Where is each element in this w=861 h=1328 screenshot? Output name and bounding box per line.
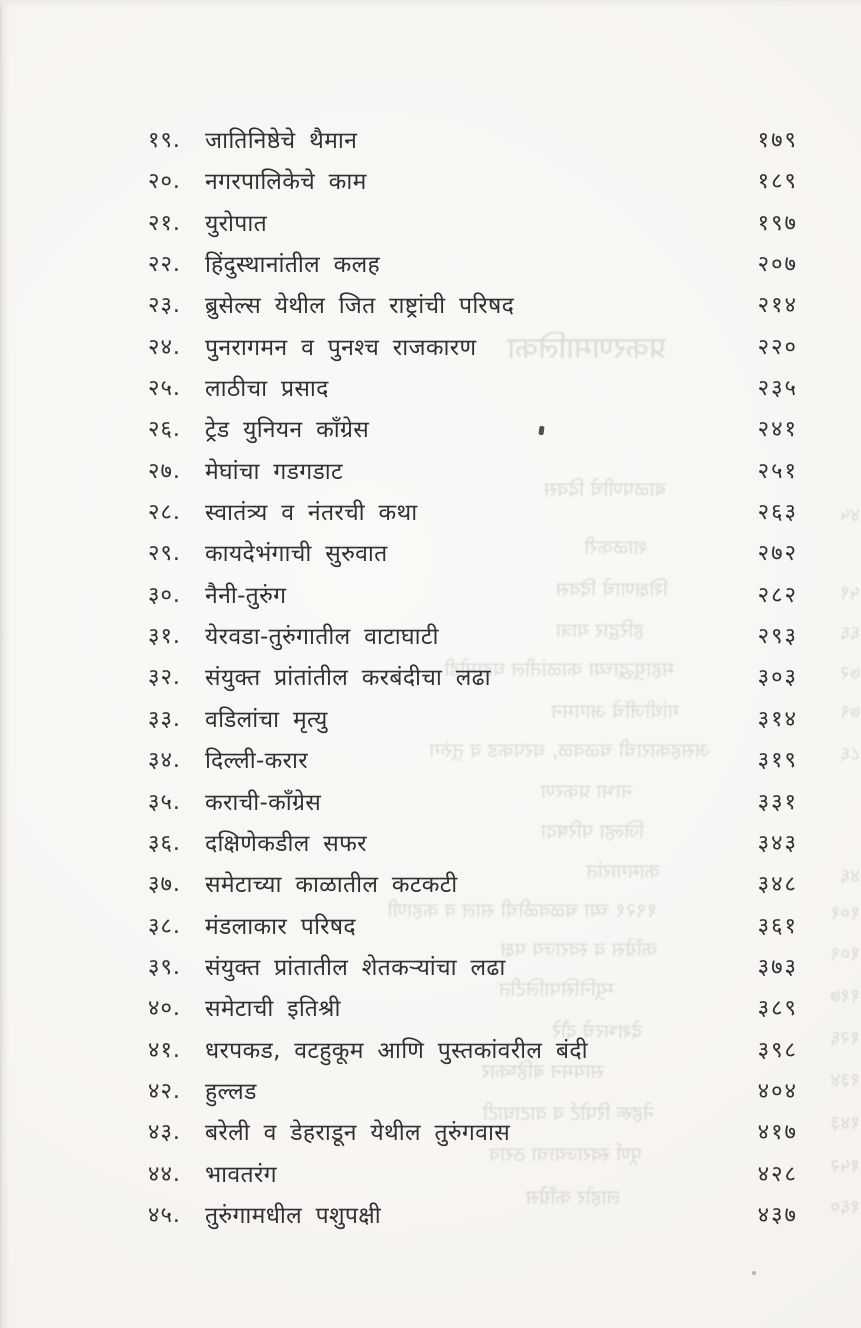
entry-number: ३१. — [148, 624, 181, 650]
entry-title: समेटाची इतिश्री — [205, 996, 341, 1023]
toc-row — [148, 622, 798, 663]
bleedthrough-page-number: ४६ — [840, 866, 860, 887]
bleedthrough-line: लाहोर काँग्रेस — [525, 1186, 620, 1208]
entry-page-number: ४०४ — [757, 1078, 798, 1104]
toc-row — [148, 1160, 798, 1201]
bleedthrough-line: महायुद्धाच्या काळांतील घडामोडी — [444, 658, 674, 680]
entry-page-number: ३४८ — [757, 872, 798, 898]
entry-number: २४. — [148, 334, 181, 360]
entry-number: २७. — [148, 458, 181, 484]
bleedthrough-line: म्युनिसिपालिटीत — [498, 978, 614, 1000]
entry-title: हिंदुस्थानांतील कलह — [205, 252, 380, 279]
bleedthrough-page-number: १३४ — [830, 1070, 860, 1091]
entry-page-number: ३७३ — [757, 954, 798, 980]
toc-row — [148, 1036, 798, 1077]
entry-page-number: ३३१ — [757, 789, 798, 815]
entry-number: ४३. — [148, 1120, 181, 1146]
entry-page-number: २१४ — [757, 293, 798, 319]
bleedthrough-page-number: १४३ — [830, 1113, 860, 1134]
toc-row — [148, 250, 798, 291]
entry-number: ३४. — [148, 748, 181, 774]
entry-title: कराची-काँग्रेस — [205, 789, 322, 816]
entry-number: ४१. — [148, 1037, 181, 1063]
entry-page-number: ३१९ — [757, 748, 798, 774]
entry-number: २५. — [148, 376, 181, 402]
bleedthrough-line: हरिद्वार यात्रा — [555, 619, 644, 641]
bleedthrough-line: जिल्हा परिषदा — [541, 820, 644, 842]
entry-number: २८. — [148, 500, 181, 526]
bleedthrough-line: बाळपणीचे दिवस — [544, 478, 666, 500]
entry-title: नगरपालिकेचे काम — [205, 169, 367, 196]
toc-row — [148, 788, 798, 829]
entry-number: ४०. — [148, 996, 181, 1022]
entry-page-number: २३५ — [757, 376, 798, 402]
toc-row — [148, 333, 798, 374]
entry-page-number: ४२८ — [757, 1161, 798, 1187]
entry-title: पुनरागमन व पुनश्च राजकारण — [205, 334, 477, 361]
toc-row — [148, 167, 798, 208]
toc-row — [148, 1201, 798, 1242]
entry-number: ४४. — [148, 1161, 181, 1187]
toc-row — [148, 457, 798, 498]
ink-dot — [752, 1271, 756, 1275]
entry-number: ३८. — [148, 913, 181, 939]
bleedthrough-page-number: १५२ — [830, 1156, 860, 1177]
page-left-edge-shadow — [0, 0, 10, 1328]
entry-number: ३६. — [148, 830, 181, 856]
entry-title: लाठीचा प्रसाद — [205, 376, 329, 403]
entry-number: ३३. — [148, 706, 181, 732]
bleedthrough-page-number: १६० — [830, 1197, 860, 1218]
bleedthrough-page-number: १०९ — [830, 944, 860, 965]
bleedthrough-line: काँग्रेस व स्वराज्य पक्ष — [500, 938, 657, 960]
entry-number: २३. — [148, 293, 181, 319]
bleedthrough-page-number: १०१ — [830, 903, 860, 924]
toc-row — [148, 126, 798, 167]
bleedthrough-line: पूर्ण स्वराज्याचा ठराव — [489, 1143, 642, 1165]
toc-row — [148, 291, 798, 332]
entry-title: दक्षिणेकडील सफर — [205, 830, 367, 857]
entry-title: दिल्ली-करार — [205, 748, 308, 775]
entry-title: संयुक्त प्रांतांतील करबंदीचा लढा — [205, 665, 491, 692]
entry-title: मेघांचा गडगडाट — [205, 458, 343, 485]
entry-page-number: ४३७ — [757, 1202, 798, 1228]
toc-row — [148, 994, 798, 1035]
entry-page-number: ३१४ — [757, 706, 798, 732]
entry-number: २६. — [148, 417, 181, 443]
table-of-contents — [148, 126, 798, 1242]
entry-page-number: २२० — [757, 334, 798, 360]
entry-title: तुरुंगामधील पशुपक्षी — [205, 1202, 382, 1229]
bleedthrough-line: १९२१ च्या चळवळीची साल व कहाणी — [387, 899, 657, 921]
bleedthrough-line: सायमन बहिष्कार — [481, 1060, 604, 1082]
entry-number: ४५. — [148, 1202, 181, 1228]
entry-title: हुल्लड — [205, 1078, 257, 1105]
bleedthrough-page-number: ७९ — [840, 702, 860, 723]
entry-number: ३५. — [148, 789, 181, 815]
toc-row — [148, 746, 798, 787]
entry-title: येरवडा-तुरुंगातील वाटाघाटी — [205, 624, 439, 651]
bleedthrough-page-number: ४५ — [840, 505, 860, 526]
bleedthrough-page-number: ८६ — [840, 744, 860, 765]
entry-page-number: १८९ — [757, 169, 798, 195]
bleedthrough-line: कामगारांत — [586, 860, 660, 882]
entry-title: नैनी-तुरुंग — [205, 582, 287, 609]
entry-page-number: ३४३ — [757, 830, 798, 856]
bleedthrough-line: गांधीजींचे आगमन — [551, 700, 679, 722]
toc-row — [148, 829, 798, 870]
entry-page-number: ३०३ — [757, 665, 798, 691]
toc-row — [148, 1118, 798, 1159]
entry-title: कायदेभंगाची सुरुवात — [205, 541, 388, 568]
entry-number: ३२. — [148, 665, 181, 691]
entry-page-number: २०७ — [757, 252, 798, 278]
entry-title: स्वातंत्र्य व नंतरची कथा — [205, 500, 418, 527]
toc-row — [148, 209, 798, 250]
entry-title: समेटाच्या काळातील कटकटी — [205, 872, 458, 899]
toc-row — [148, 663, 798, 704]
entry-title: बरेली व डेहराडून येथील तुरुंगवास — [205, 1120, 511, 1147]
toc-row — [148, 953, 798, 994]
entry-number: २९. — [148, 541, 181, 567]
entry-page-number: २४१ — [757, 417, 798, 443]
toc-row — [148, 912, 798, 953]
entry-page-number: २९३ — [757, 624, 798, 650]
toc-row — [148, 539, 798, 580]
entry-page-number: ४१७ — [757, 1120, 798, 1146]
page-top-edge-shadow — [0, 0, 861, 8]
entry-number: १९. — [148, 128, 181, 153]
toc-row — [148, 374, 798, 415]
bleedthrough-page-number: ७२ — [840, 663, 860, 684]
entry-title: संयुक्त प्रांतातील शेतकऱ्यांचा लढा — [205, 954, 506, 981]
entry-number: ३७. — [148, 872, 181, 898]
entry-page-number: २८२ — [757, 582, 798, 608]
entry-number: ३९. — [148, 954, 181, 980]
bleedthrough-line: शाळकरी — [584, 536, 647, 558]
entry-title: वडिलांचा मृत्यु — [205, 706, 328, 733]
entry-page-number: १७९ — [757, 128, 798, 153]
entry-page-number: ३६१ — [757, 913, 798, 939]
entry-page-number: ३९८ — [757, 1037, 798, 1063]
toc-row — [148, 705, 798, 746]
entry-page-number: २६३ — [757, 500, 798, 526]
bleedthrough-page-number: ११७ — [830, 986, 860, 1007]
entry-title: भावतरंग — [205, 1161, 277, 1188]
toc-row — [148, 415, 798, 456]
bleedthrough-line: असहकाराची चळवळ, धरपकड व तुरुंग — [429, 739, 710, 761]
entry-title: धरपकड, वटहुकूम आणि पुस्तकांवरील बंदी — [205, 1037, 588, 1064]
entry-title: मंडलाकार परिषद — [205, 913, 356, 940]
toc-row — [148, 1077, 798, 1118]
entry-page-number: २५१ — [757, 458, 798, 484]
entry-number: ४२. — [148, 1078, 181, 1104]
entry-page-number: ३८९ — [757, 996, 798, 1022]
entry-page-number: २७२ — [757, 541, 798, 567]
entry-number: २१. — [148, 210, 181, 236]
toc-row — [148, 870, 798, 911]
bleedthrough-page-number: ६६ — [840, 623, 860, 644]
entry-page-number: १९७ — [757, 210, 798, 236]
entry-number: २२. — [148, 252, 181, 278]
entry-title: ब्रुसेल्स येथील जित राष्ट्रांची परिषद — [205, 293, 515, 320]
bleedthrough-line: शिक्षणाचे दिवस — [556, 578, 668, 600]
entry-number: ३०. — [148, 582, 181, 608]
entry-title: ट्रेड युनियन काँग्रेस — [205, 417, 370, 444]
entry-title: युरोपात — [205, 210, 268, 237]
toc-row — [148, 498, 798, 539]
bleedthrough-line: देशभरचे दौरे — [552, 1020, 642, 1042]
bleedthrough-page-number: १२६ — [830, 1028, 860, 1049]
entry-title: जातिनिष्ठेचे थैमान — [205, 128, 358, 154]
bleedthrough-line: प्रकरणमालिका — [507, 332, 666, 365]
bleedthrough-page-number: ५९ — [840, 583, 860, 604]
bleedthrough-line: नाभा प्रकरण — [540, 780, 632, 802]
toc-row — [148, 581, 798, 622]
entry-number: २०. — [148, 169, 181, 195]
bleedthrough-line: नेहरू रिपोर्ट व वाटाघाटी — [482, 1102, 654, 1124]
